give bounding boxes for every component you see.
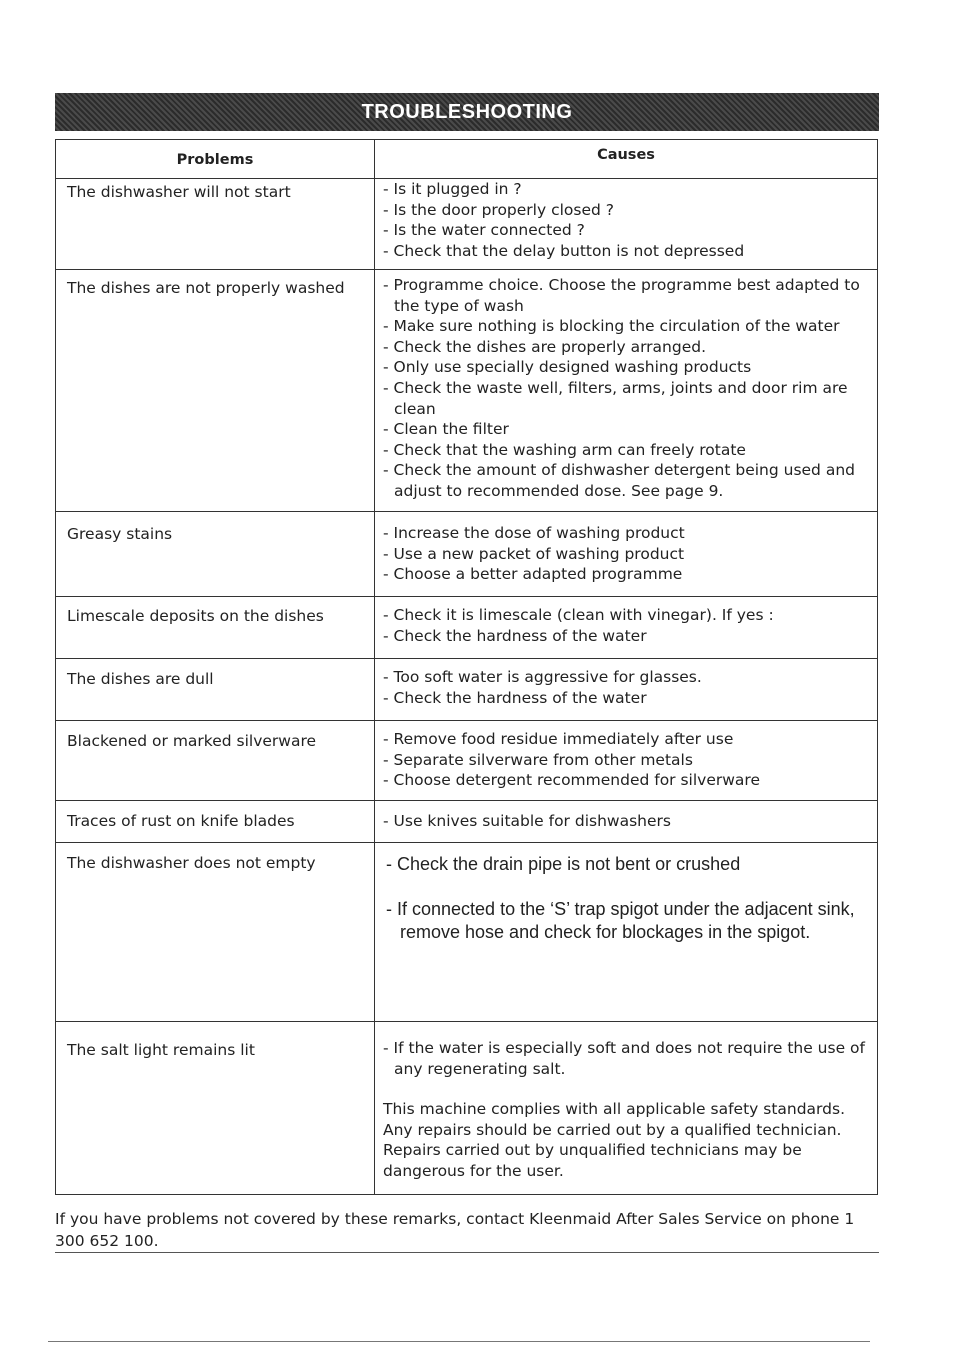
cause-item: - Choose a better adapted programme	[383, 564, 873, 585]
row-separator	[56, 720, 877, 721]
safety-note: This machine complies with all applicable safety standards. Any repairs should be carried out by a qualified technician. Repairs carried out by unqualified technicians may be dangerous for the user.	[383, 1100, 845, 1180]
row-separator	[56, 800, 877, 801]
causes-cell	[383, 811, 873, 832]
problem-cell: The dishwasher will not start	[67, 183, 291, 201]
causes-cell	[386, 853, 876, 966]
cause-item: - If connected to the ‘S’ trap spigot under the adjacent sink, remove hose and check for blockages in the spigot.	[386, 898, 876, 944]
problem-cell: The dishwasher does not empty	[67, 854, 316, 872]
cause-item: - Check the waste well, filters, arms, joints and door rim are clean	[383, 378, 873, 419]
cause-item: - Clean the filter	[383, 419, 873, 440]
footer-rule	[55, 1252, 879, 1253]
causes-cell	[383, 523, 873, 585]
cause-item: - Make sure nothing is blocking the circulation of the water	[383, 316, 873, 337]
cause-item: - Only use specially designed washing products	[383, 357, 873, 378]
problem-cell: The dishes are not properly washed	[67, 279, 345, 297]
row-separator	[56, 1021, 877, 1022]
causes-cell	[383, 179, 873, 261]
footer-contact: If you have problems not covered by these remarks, contact Kleenmaid After Sales Service on phone 1 300 652 100.	[55, 1210, 855, 1250]
cause-item: - Is the water connected ?	[383, 220, 873, 241]
cause-item: - Separate silverware from other metals	[383, 750, 873, 771]
cause-item: - Check that the delay button is not depressed	[383, 241, 873, 262]
cause-item: - Programme choice. Choose the programme best adapted to the type of wash	[383, 275, 873, 316]
causes-cell	[383, 729, 873, 791]
causes-cell	[383, 667, 873, 708]
causes-cell	[383, 605, 873, 646]
cause-item: - Use a new packet of washing product	[383, 544, 873, 565]
cause-item: - Use knives suitable for dishwashers	[383, 811, 873, 832]
causes-cell	[383, 275, 873, 502]
troubleshooting-table	[55, 139, 878, 1195]
cause-item: - Check the hardness of the water	[383, 626, 873, 647]
row-separator	[56, 511, 877, 512]
problem-cell: The salt light remains lit	[67, 1041, 255, 1059]
cause-item: - If the water is especially soft and does not require the use of any regenerating salt.	[383, 1038, 873, 1079]
section-banner	[55, 93, 879, 131]
problem-cell: The dishes are dull	[67, 670, 214, 688]
cause-item: - Too soft water is aggressive for glasses.	[383, 667, 873, 688]
problem-cell: Traces of rust on knife blades	[67, 812, 295, 830]
cause-item: - Check the amount of dishwasher detergent being used and adjust to recommended dose. See page 9.	[383, 460, 873, 501]
row-separator	[56, 269, 877, 270]
cause-item: - Check that the washing arm can freely rotate	[383, 440, 873, 461]
header-problems: Problems	[176, 151, 254, 168]
cause-item: - Check it is limescale (clean with vinegar). If yes :	[383, 605, 873, 626]
problem-cell: Limescale deposits on the dishes	[67, 607, 324, 625]
header-causes: Causes	[597, 147, 655, 163]
cause-item: - Check the drain pipe is not bent or crushed	[386, 853, 876, 876]
page-bottom-rule	[48, 1341, 870, 1342]
causes-cell	[383, 1038, 873, 1182]
cause-item: - Remove food residue immediately after use	[383, 729, 873, 750]
problem-cell: Blackened or marked silverware	[67, 732, 317, 750]
cause-item: - Choose detergent recommended for silverware	[383, 770, 873, 791]
cause-item: - Check the dishes are properly arranged.	[383, 337, 873, 358]
section-title: TROUBLESHOOTING	[361, 100, 573, 123]
cause-item: - Increase the dose of washing product	[383, 523, 873, 544]
cause-item: - Check the hardness of the water	[383, 688, 873, 709]
problem-cell: Greasy stains	[67, 525, 173, 543]
cause-item: - Is the door properly closed ?	[383, 200, 873, 221]
column-divider	[374, 140, 375, 1194]
row-separator	[56, 842, 877, 843]
row-separator	[56, 658, 877, 659]
row-separator	[56, 596, 877, 597]
cause-item: - Is it plugged in ?	[383, 179, 873, 200]
